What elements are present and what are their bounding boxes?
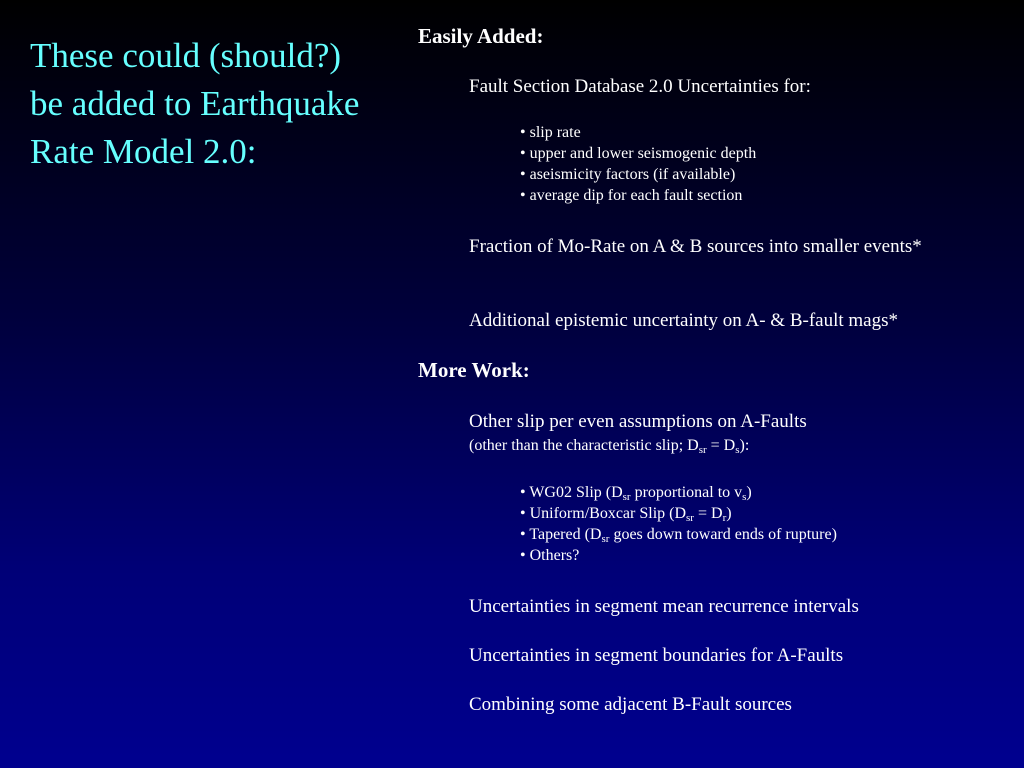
list-item: • average dip for each fault section [520, 187, 743, 204]
list-item: • WG02 Slip ($D_{sr}$ proportional to $v_s$) [520, 484, 752, 503]
fraction-mo-rate: Fraction of Mo-Rate on A & B sources into smaller events* [469, 236, 922, 257]
boundary-uncertainties: Uncertainties in segment boundaries for A-Faults [469, 645, 844, 666]
more-work-heading: More Work: [418, 358, 530, 382]
list-item: • Others? [520, 547, 580, 564]
fault-db-intro: Fault Section Database 2.0 Uncertainties for: [469, 76, 811, 97]
slip-assumptions-intro: Other slip per even assumptions on A-Faults [469, 411, 807, 432]
easily-added-heading: Easily Added: [418, 24, 544, 48]
slide-title: These could (should?) be added to Earthquake Rate Model 2.0: [30, 36, 360, 171]
recurrence-uncertainties: Uncertainties in segment mean recurrence intervals [469, 596, 859, 617]
list-item: • aseismicity factors (if available) [520, 166, 736, 183]
epistemic-uncertainty: Additional epistemic uncertainty on A- & B-fault mags* [469, 310, 898, 331]
list-item: • Tapered ($D_{sr}$ goes down toward ends of rupture) [520, 526, 837, 545]
slip-note: (other than the characteristic slip; $D_{sr} = D_s$): [469, 437, 750, 456]
list-item: • Uniform/Boxcar Slip $(D_{sr} = D_r)$ [520, 505, 732, 524]
combining-b-faults: Combining some adjacent B-Fault sources [469, 694, 792, 715]
list-item: • slip rate [520, 124, 581, 141]
list-item: • upper and lower seismogenic depth [520, 145, 757, 162]
